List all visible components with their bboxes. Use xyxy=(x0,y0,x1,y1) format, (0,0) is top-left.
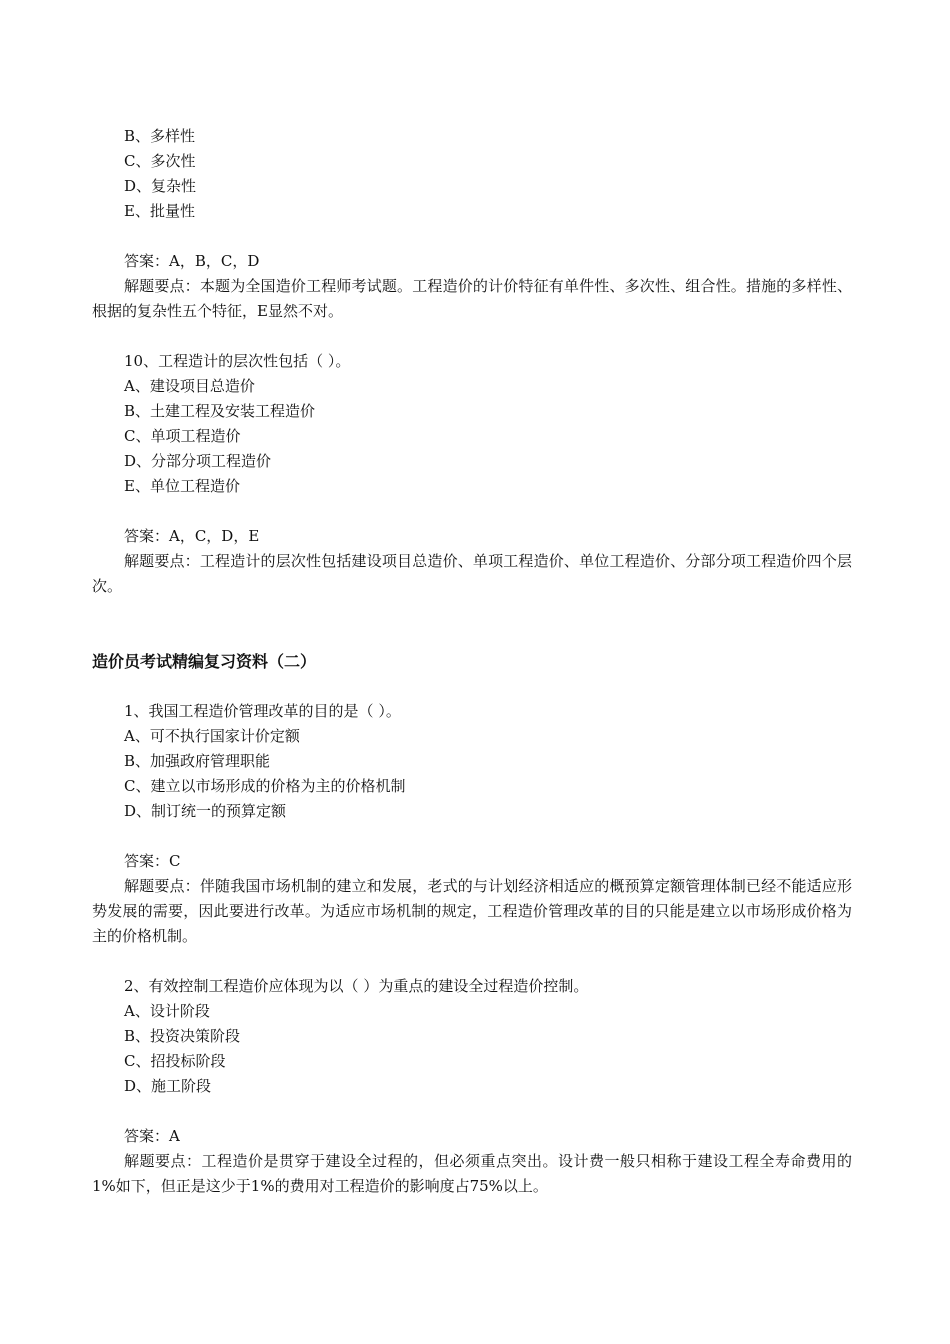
option-b: B、多样性 xyxy=(124,127,196,145)
option-a: A、可不执行国家计价定额 xyxy=(124,727,300,745)
option-a: A、建设项目总造价 xyxy=(124,377,255,395)
option-d: D、制订统一的预算定额 xyxy=(124,802,287,820)
spacer xyxy=(92,599,852,624)
spacer xyxy=(92,224,852,249)
option-c: C、招投标阶段 xyxy=(124,1052,226,1070)
option-d: D、复杂性 xyxy=(124,177,197,195)
option-e: E、批量性 xyxy=(124,202,195,220)
spacer xyxy=(92,1099,852,1124)
spacer xyxy=(92,824,852,849)
option-c: C、建立以市场形成的价格为主的价格机制 xyxy=(124,777,406,795)
section-title: 造价员考试精编复习资料（二） xyxy=(92,652,317,671)
option-d: D、分部分项工程造价 xyxy=(124,452,272,470)
question-10: 10、工程造计的层次性包括（ ）。 xyxy=(124,352,351,370)
option-b: B、投资决策阶段 xyxy=(124,1027,241,1045)
document-content xyxy=(92,124,852,1199)
spacer xyxy=(92,499,852,524)
spacer xyxy=(92,674,852,699)
option-c: C、多次性 xyxy=(124,152,196,170)
spacer xyxy=(92,624,852,649)
option-b: B、加强政府管理职能 xyxy=(124,752,271,770)
option-c: C、单项工程造价 xyxy=(124,427,241,445)
answer: 答案：A，B，C，D xyxy=(124,252,260,270)
explanation: 解题要点：本题为全国造价工程师考试题。工程造价的计价特征有单件性、多次性、组合性。措施的多样性、根据的复杂性五个特征，E显然不对。 xyxy=(92,277,852,320)
question-1: 1、我国工程造价管理改革的目的是（ ）。 xyxy=(124,702,401,720)
question-2: 2、有效控制工程造价应体现为以（ ）为重点的建设全过程造价控制。 xyxy=(124,977,589,995)
explanation: 解题要点：工程造计的层次性包括建设项目总造价、单项工程造价、单位工程造价、分部分项工程造价四个层次。 xyxy=(92,552,852,595)
spacer xyxy=(92,949,852,974)
answer: 答案：A，C，D，E xyxy=(124,527,260,545)
explanation: 解题要点：工程造价是贯穿于建设全过程的，但必须重点突出。设计费一般只相称于建设工程全寿命费用的1%如下，但正是这少于1%的费用对工程造价的影响度占75%以上。 xyxy=(92,1152,852,1195)
option-d: D、施工阶段 xyxy=(124,1077,212,1095)
answer: 答案：C xyxy=(124,852,181,870)
explanation: 解题要点：伴随我国市场机制的建立和发展，老式的与计划经济相适应的概预算定额管理体制已经不能适应形势发展的需要，因此要进行改革。为适应市场机制的规定，工程造价管理改革的目的只能是建立以市场形成价格为主的价格机制。 xyxy=(92,877,852,945)
option-e: E、单位工程造价 xyxy=(124,477,240,495)
answer: 答案：A xyxy=(124,1127,180,1145)
spacer xyxy=(92,324,852,349)
option-a: A、设计阶段 xyxy=(124,1002,210,1020)
option-b: B、土建工程及安装工程造价 xyxy=(124,402,316,420)
